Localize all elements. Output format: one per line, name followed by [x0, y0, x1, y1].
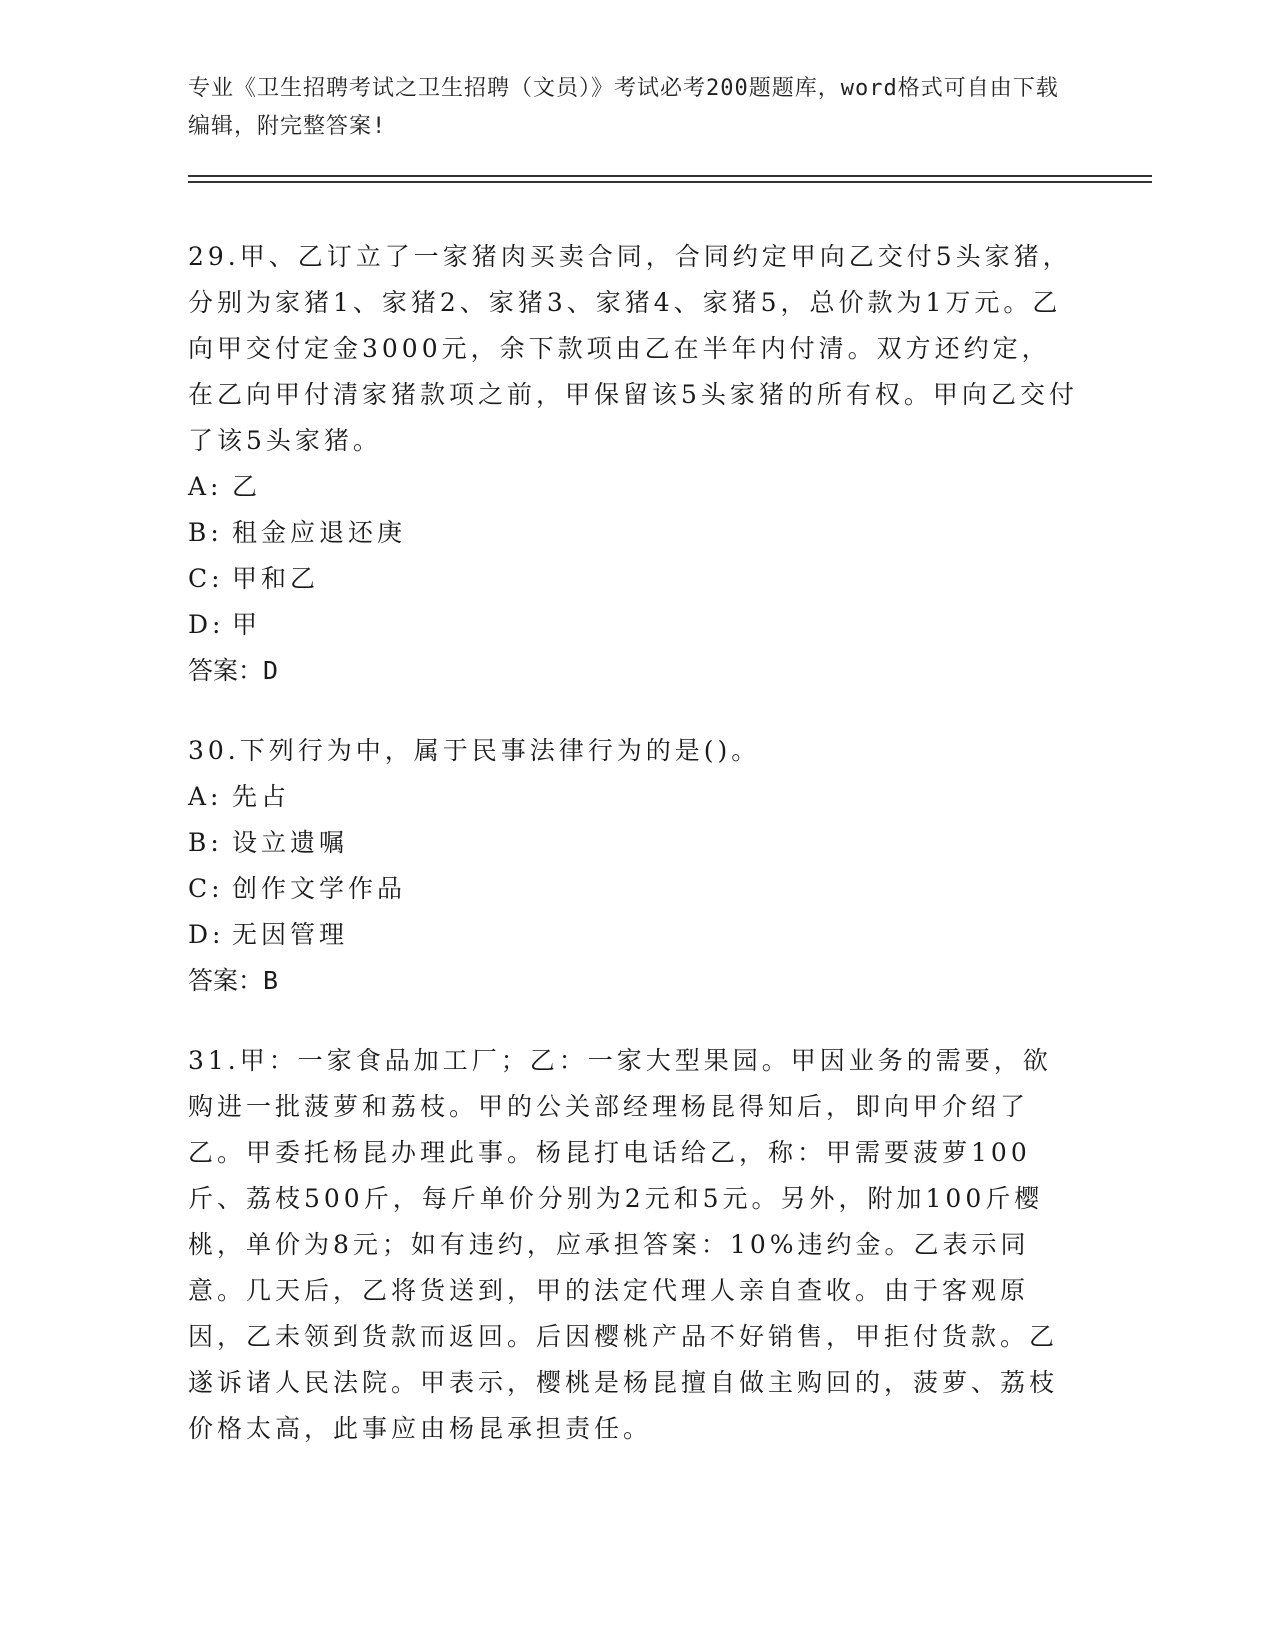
option-text: 设立遗嘱: [232, 828, 349, 857]
option-letter: B:: [188, 828, 223, 857]
option-text: 甲: [232, 610, 262, 639]
option-text: 租金应退还庚: [232, 518, 407, 547]
option-a: [188, 774, 1078, 820]
question-text: 30.下列行为中，属于民事法律行为的是()。: [188, 736, 761, 765]
option-text: 无因管理: [232, 920, 349, 949]
option-letter: D:: [188, 610, 225, 639]
question-31: [188, 1038, 1078, 1452]
option-letter: D:: [188, 920, 225, 949]
option-c: [188, 866, 1078, 912]
answer-line: 答案：D: [188, 656, 279, 685]
option-letter: C:: [188, 874, 224, 903]
option-letter: B:: [188, 518, 223, 547]
question-29: [188, 234, 1078, 694]
option-text: 先占: [232, 782, 291, 811]
question-spacer: [188, 694, 1078, 728]
option-text: 乙: [232, 472, 262, 501]
option-b: [188, 820, 1078, 866]
header-divider-top: [188, 175, 1152, 177]
header-divider-bottom: [188, 181, 1152, 183]
document-header: 专业《卫生招聘考试之卫生招聘（文员）》考试必考200题题库，word格式可自由下载编辑，附完整答案!: [188, 76, 1059, 139]
option-d: [188, 912, 1078, 958]
question-list: [188, 234, 1078, 1452]
question-spacer: [188, 1004, 1078, 1038]
option-text: 甲和乙: [232, 564, 320, 593]
question-text: 31.甲：一家食品加工厂；乙：一家大型果园。甲因业务的需要，欲购进一批菠萝和荔枝。甲的公关部经理杨昆得知后，即向甲介绍了乙。甲委托杨昆办理此事。杨昆打电话给乙，称：甲需要菠萝100斤、荔枝500斤，每斤单价分别为2元和5元。另外，附加100斤樱桃，单价为8元；如有违约，应承担答案：10%违约金。乙表示同意。几天后，乙将货送到，甲的法定代理人亲自查收。由于客观原因，乙未领到货款而返回。后因樱桃产品不好销售，甲拒付货款。乙遂诉诸人民法院。甲表示，樱桃是杨昆擅自做主购回的，菠萝、荔枝价格太高，此事应由杨昆承担责任。: [188, 1046, 1059, 1443]
option-letter: A:: [188, 472, 223, 501]
option-b: [188, 510, 1078, 556]
option-letter: C:: [188, 564, 224, 593]
option-letter: A:: [188, 782, 223, 811]
answer-line: 答案：B: [188, 966, 279, 995]
option-c: [188, 556, 1078, 602]
option-a: [188, 464, 1078, 510]
question-text: 29.甲、乙订立了一家猪肉买卖合同，合同约定甲向乙交付5头家猪，分别为家猪1、家猪2、家猪3、家猪4、家猪5，总价款为1万元。乙向甲交付定金3000元，余下款项由乙在半年内付清。双方还约定，在乙向甲付清家猪款项之前，甲保留该5头家猪的所有权。甲向乙交付了该5头家猪。: [188, 242, 1078, 455]
option-text: 创作文学作品: [232, 874, 407, 903]
option-d: [188, 602, 1078, 648]
question-30: [188, 728, 1078, 1004]
